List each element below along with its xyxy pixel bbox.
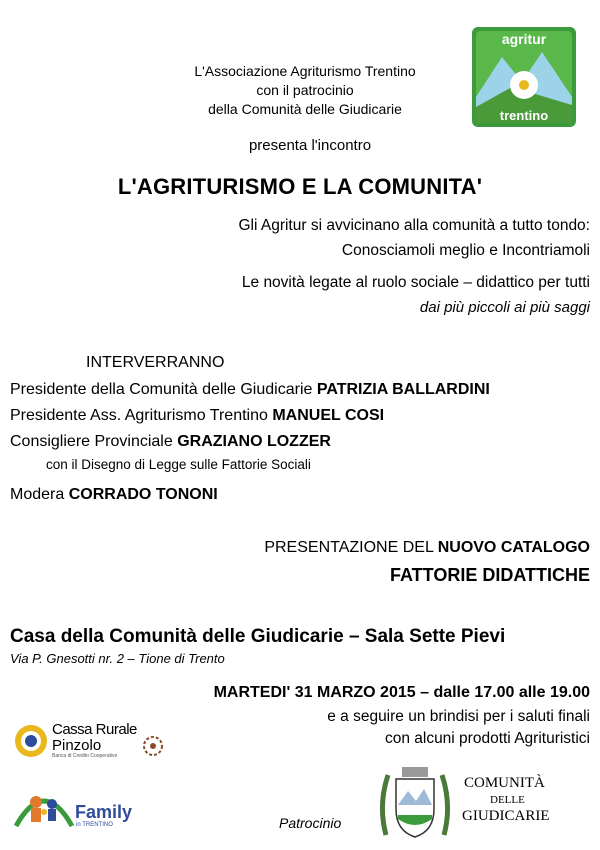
agritur-logo-top-text: agritur xyxy=(501,31,547,47)
presents-line: presenta l'incontro xyxy=(248,137,372,154)
agritur-logo-bottom-text: trentino xyxy=(499,108,549,123)
intro-line-4: dai più piccoli ai più saggi xyxy=(419,299,590,316)
comunita-logo-line-3: GIUDICARIE xyxy=(462,808,550,824)
moderator-name: CORRADO TONONI xyxy=(68,486,218,503)
intro-line-1: Gli Agritur si avvicinano alla comunità a tutto tondo: xyxy=(238,217,590,234)
speakers-heading: INTERVERRANNO xyxy=(86,354,225,371)
coat-of-arms-icon xyxy=(376,765,454,841)
agritur-trentino-logo xyxy=(472,27,576,127)
catalogue-line-1 xyxy=(264,539,590,557)
comunita-logo-line-1: COMUNITÀ xyxy=(464,775,545,791)
speaker-line xyxy=(10,433,331,451)
venue-address: Via P. Gnesotti nr. 2 – Tione di Trento xyxy=(10,651,225,666)
moderator-line xyxy=(10,486,218,504)
catalogue-bold: NUOVO CATALOGO xyxy=(437,539,590,556)
cassa-rurale-emblem-icon xyxy=(14,724,48,758)
patronage-line: con il patrocinio xyxy=(256,82,354,98)
speaker-role: Presidente Ass. Agriturismo Trentino xyxy=(10,407,273,424)
intro-line-2: Conosciamoli meglio e Incontriamoli xyxy=(341,242,590,259)
speaker-role: Consigliere Provinciale xyxy=(10,433,178,450)
cassa-rurale-name: Cassa Rurale xyxy=(52,721,137,738)
cassa-rurale-sub: Banca di Credito Cooperativo xyxy=(52,753,118,759)
family-logo-text: Family xyxy=(75,802,133,822)
event-date: MARTEDI' 31 MARZO 2015 – dalle 17.00 alle 19.00 xyxy=(213,684,590,701)
speaker-name: PATRIZIA BALLARDINI xyxy=(316,381,490,398)
catalogue-title: FATTORIE DIDATTICHE xyxy=(390,565,590,585)
event-title: L'AGRITURISMO E LA COMUNITA' xyxy=(117,174,483,199)
catalogue-prefix: PRESENTAZIONE DEL xyxy=(264,539,438,556)
follow-line-2: con alcuni prodotti Agrituristici xyxy=(384,730,590,747)
speaker-name: MANUEL COSI xyxy=(272,407,385,424)
cassa-rurale-town: Pinzolo xyxy=(52,737,102,754)
organizer-line: L'Associazione Agriturismo Trentino xyxy=(194,63,416,79)
moderator-label: Modera xyxy=(10,486,69,503)
comunita-logo-line-2: DELLE xyxy=(490,794,525,806)
speaker-line xyxy=(10,381,490,399)
flower-ornament-icon xyxy=(142,735,164,757)
family-logo-sub: in TRENTINO xyxy=(76,822,113,828)
speaker-name: GRAZIANO LOZZER xyxy=(177,433,331,450)
organizer-block xyxy=(140,62,470,119)
follow-line-1: e a seguire un brindisi per i saluti finali xyxy=(327,708,590,725)
speaker-role: Presidente della Comunità delle Giudicarie xyxy=(10,381,317,398)
intro-line-3: Le novità legate al ruolo sociale – didattico per tutti xyxy=(241,274,590,291)
patronage-label: Patrocinio xyxy=(279,815,342,831)
speaker-note: con il Disegno di Legge sulle Fattorie Sociali xyxy=(46,457,311,472)
speaker-line xyxy=(10,407,384,425)
family-figures-icon xyxy=(14,778,74,833)
venue-name: Casa della Comunità delle Giudicarie – Sala Sette Pievi xyxy=(10,626,506,647)
patron-line: della Comunità delle Giudicarie xyxy=(208,101,402,117)
